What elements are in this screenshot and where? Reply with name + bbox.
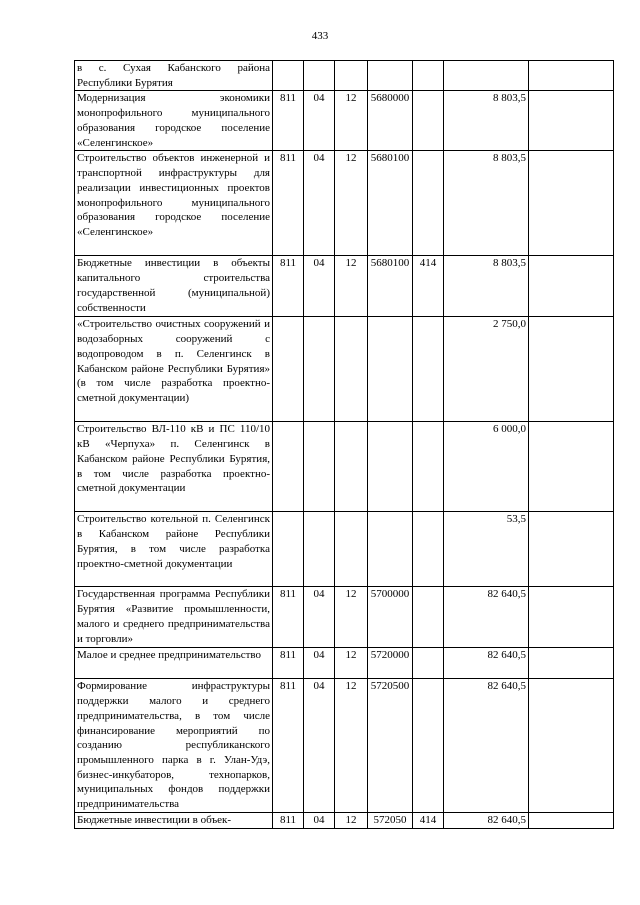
row-expense-code: 414 <box>413 813 444 829</box>
row-name: Государственная программа Республики Бурятия «Развитие промышленности, малого и среднего предпринимательства и торговли» <box>75 587 273 648</box>
row-extra <box>529 679 614 813</box>
row-target-code: 5700000 <box>368 587 413 648</box>
table-row <box>75 587 614 648</box>
row-amount: 82 640,5 <box>444 813 529 829</box>
row-expense-code <box>413 61 444 91</box>
row-extra <box>529 151 614 256</box>
row-target-code: 5680100 <box>368 151 413 256</box>
row-section-code: 04 <box>304 648 335 679</box>
row-amount: 8 803,5 <box>444 91 529 151</box>
row-expense-code <box>413 91 444 151</box>
row-target-code <box>368 317 413 422</box>
row-name: Строительство котельной п. Селенгинск в Кабанском районе Республики Бурятия, в том числе разработка проектно-сметной документации <box>75 512 273 587</box>
row-section-code: 04 <box>304 587 335 648</box>
row-subsection-code: 12 <box>335 151 368 256</box>
row-admin-code: 811 <box>273 256 304 317</box>
table-row <box>75 679 614 813</box>
row-extra <box>529 648 614 679</box>
row-subsection-code: 12 <box>335 679 368 813</box>
row-target-code <box>368 422 413 512</box>
row-section-code: 04 <box>304 256 335 317</box>
row-expense-code: 414 <box>413 256 444 317</box>
row-target-code: 5720500 <box>368 679 413 813</box>
row-name: в с. Сухая Кабанского района Республики Бурятия <box>75 61 273 91</box>
table-row <box>75 813 614 829</box>
row-target-code <box>368 512 413 587</box>
row-extra <box>529 256 614 317</box>
row-name: Строительство объектов инженерной и транспортной инфраструктуры для реализации инвестиционных проектов монопрофильного муниципального образования городское поселение «Селенгинское» <box>75 151 273 256</box>
row-admin-code: 811 <box>273 91 304 151</box>
row-amount: 8 803,5 <box>444 256 529 317</box>
row-expense-code <box>413 648 444 679</box>
row-name: Малое и среднее предпринимательство <box>75 648 273 679</box>
row-name: Строительство ВЛ-110 кВ и ПС 110/10 кВ «Черпуха» п. Селенгинск в Кабанском районе Республики Бурятия, в том числе разработка проектно-сметной документации <box>75 422 273 512</box>
row-name: «Строительство очистных сооружений и водозаборных сооружений с водопроводом в п. Селенгинск в Кабанском районе Республики Бурятия» (в том числе разработка проектно-сметной документации) <box>75 317 273 422</box>
row-amount: 82 640,5 <box>444 648 529 679</box>
table-row <box>75 61 614 91</box>
row-admin-code: 811 <box>273 813 304 829</box>
table-row <box>75 512 614 587</box>
row-name: Бюджетные инвестиции в объек- <box>75 813 273 829</box>
row-extra <box>529 317 614 422</box>
row-expense-code <box>413 679 444 813</box>
row-amount: 82 640,5 <box>444 587 529 648</box>
row-expense-code <box>413 587 444 648</box>
row-subsection-code: 12 <box>335 648 368 679</box>
row-extra <box>529 813 614 829</box>
row-target-code: 5680100 <box>368 256 413 317</box>
table-row <box>75 422 614 512</box>
row-amount: 8 803,5 <box>444 151 529 256</box>
table-row <box>75 91 614 151</box>
table-row <box>75 648 614 679</box>
row-name: Бюджетные инвестиции в объекты капитального строительства государственной (муниципальной) собственности <box>75 256 273 317</box>
row-target-code: 572050 <box>368 813 413 829</box>
row-section-code <box>304 317 335 422</box>
row-name: Модернизация экономики монопрофильного муниципального образования городское поселение «Селенгинское» <box>75 91 273 151</box>
row-target-code <box>368 61 413 91</box>
budget-table <box>74 60 614 829</box>
row-expense-code <box>413 151 444 256</box>
row-subsection-code <box>335 61 368 91</box>
row-admin-code: 811 <box>273 648 304 679</box>
row-admin-code: 811 <box>273 679 304 813</box>
table-row <box>75 256 614 317</box>
row-admin-code <box>273 317 304 422</box>
row-amount <box>444 61 529 91</box>
row-admin-code <box>273 512 304 587</box>
row-admin-code: 811 <box>273 151 304 256</box>
row-extra <box>529 512 614 587</box>
row-target-code: 5720000 <box>368 648 413 679</box>
row-extra <box>529 587 614 648</box>
row-extra <box>529 91 614 151</box>
row-section-code <box>304 422 335 512</box>
row-subsection-code <box>335 317 368 422</box>
row-extra <box>529 422 614 512</box>
row-target-code: 5680000 <box>368 91 413 151</box>
row-admin-code <box>273 61 304 91</box>
row-subsection-code <box>335 422 368 512</box>
row-subsection-code: 12 <box>335 587 368 648</box>
row-subsection-code: 12 <box>335 91 368 151</box>
row-amount: 53,5 <box>444 512 529 587</box>
row-subsection-code: 12 <box>335 256 368 317</box>
table-row <box>75 317 614 422</box>
row-expense-code <box>413 422 444 512</box>
table-row <box>75 151 614 256</box>
row-section-code: 04 <box>304 91 335 151</box>
row-expense-code <box>413 512 444 587</box>
row-admin-code <box>273 422 304 512</box>
row-section-code: 04 <box>304 151 335 256</box>
row-section-code: 04 <box>304 679 335 813</box>
row-amount: 2 750,0 <box>444 317 529 422</box>
row-section-code: 04 <box>304 813 335 829</box>
row-expense-code <box>413 317 444 422</box>
row-extra <box>529 61 614 91</box>
row-subsection-code: 12 <box>335 813 368 829</box>
row-amount: 82 640,5 <box>444 679 529 813</box>
page-number: 433 <box>311 30 329 42</box>
row-admin-code: 811 <box>273 587 304 648</box>
row-section-code <box>304 512 335 587</box>
row-amount: 6 000,0 <box>444 422 529 512</box>
row-section-code <box>304 61 335 91</box>
row-name: Формирование инфраструктуры поддержки малого и среднего предпринимательства, в том числе финансирование мероприятий по созданию республиканского промышленного парка в г. Улан-Удэ, бизнес-инкубаторов, технопарков, муниципальных фондов поддержки предпринимательства <box>75 679 273 813</box>
row-subsection-code <box>335 512 368 587</box>
